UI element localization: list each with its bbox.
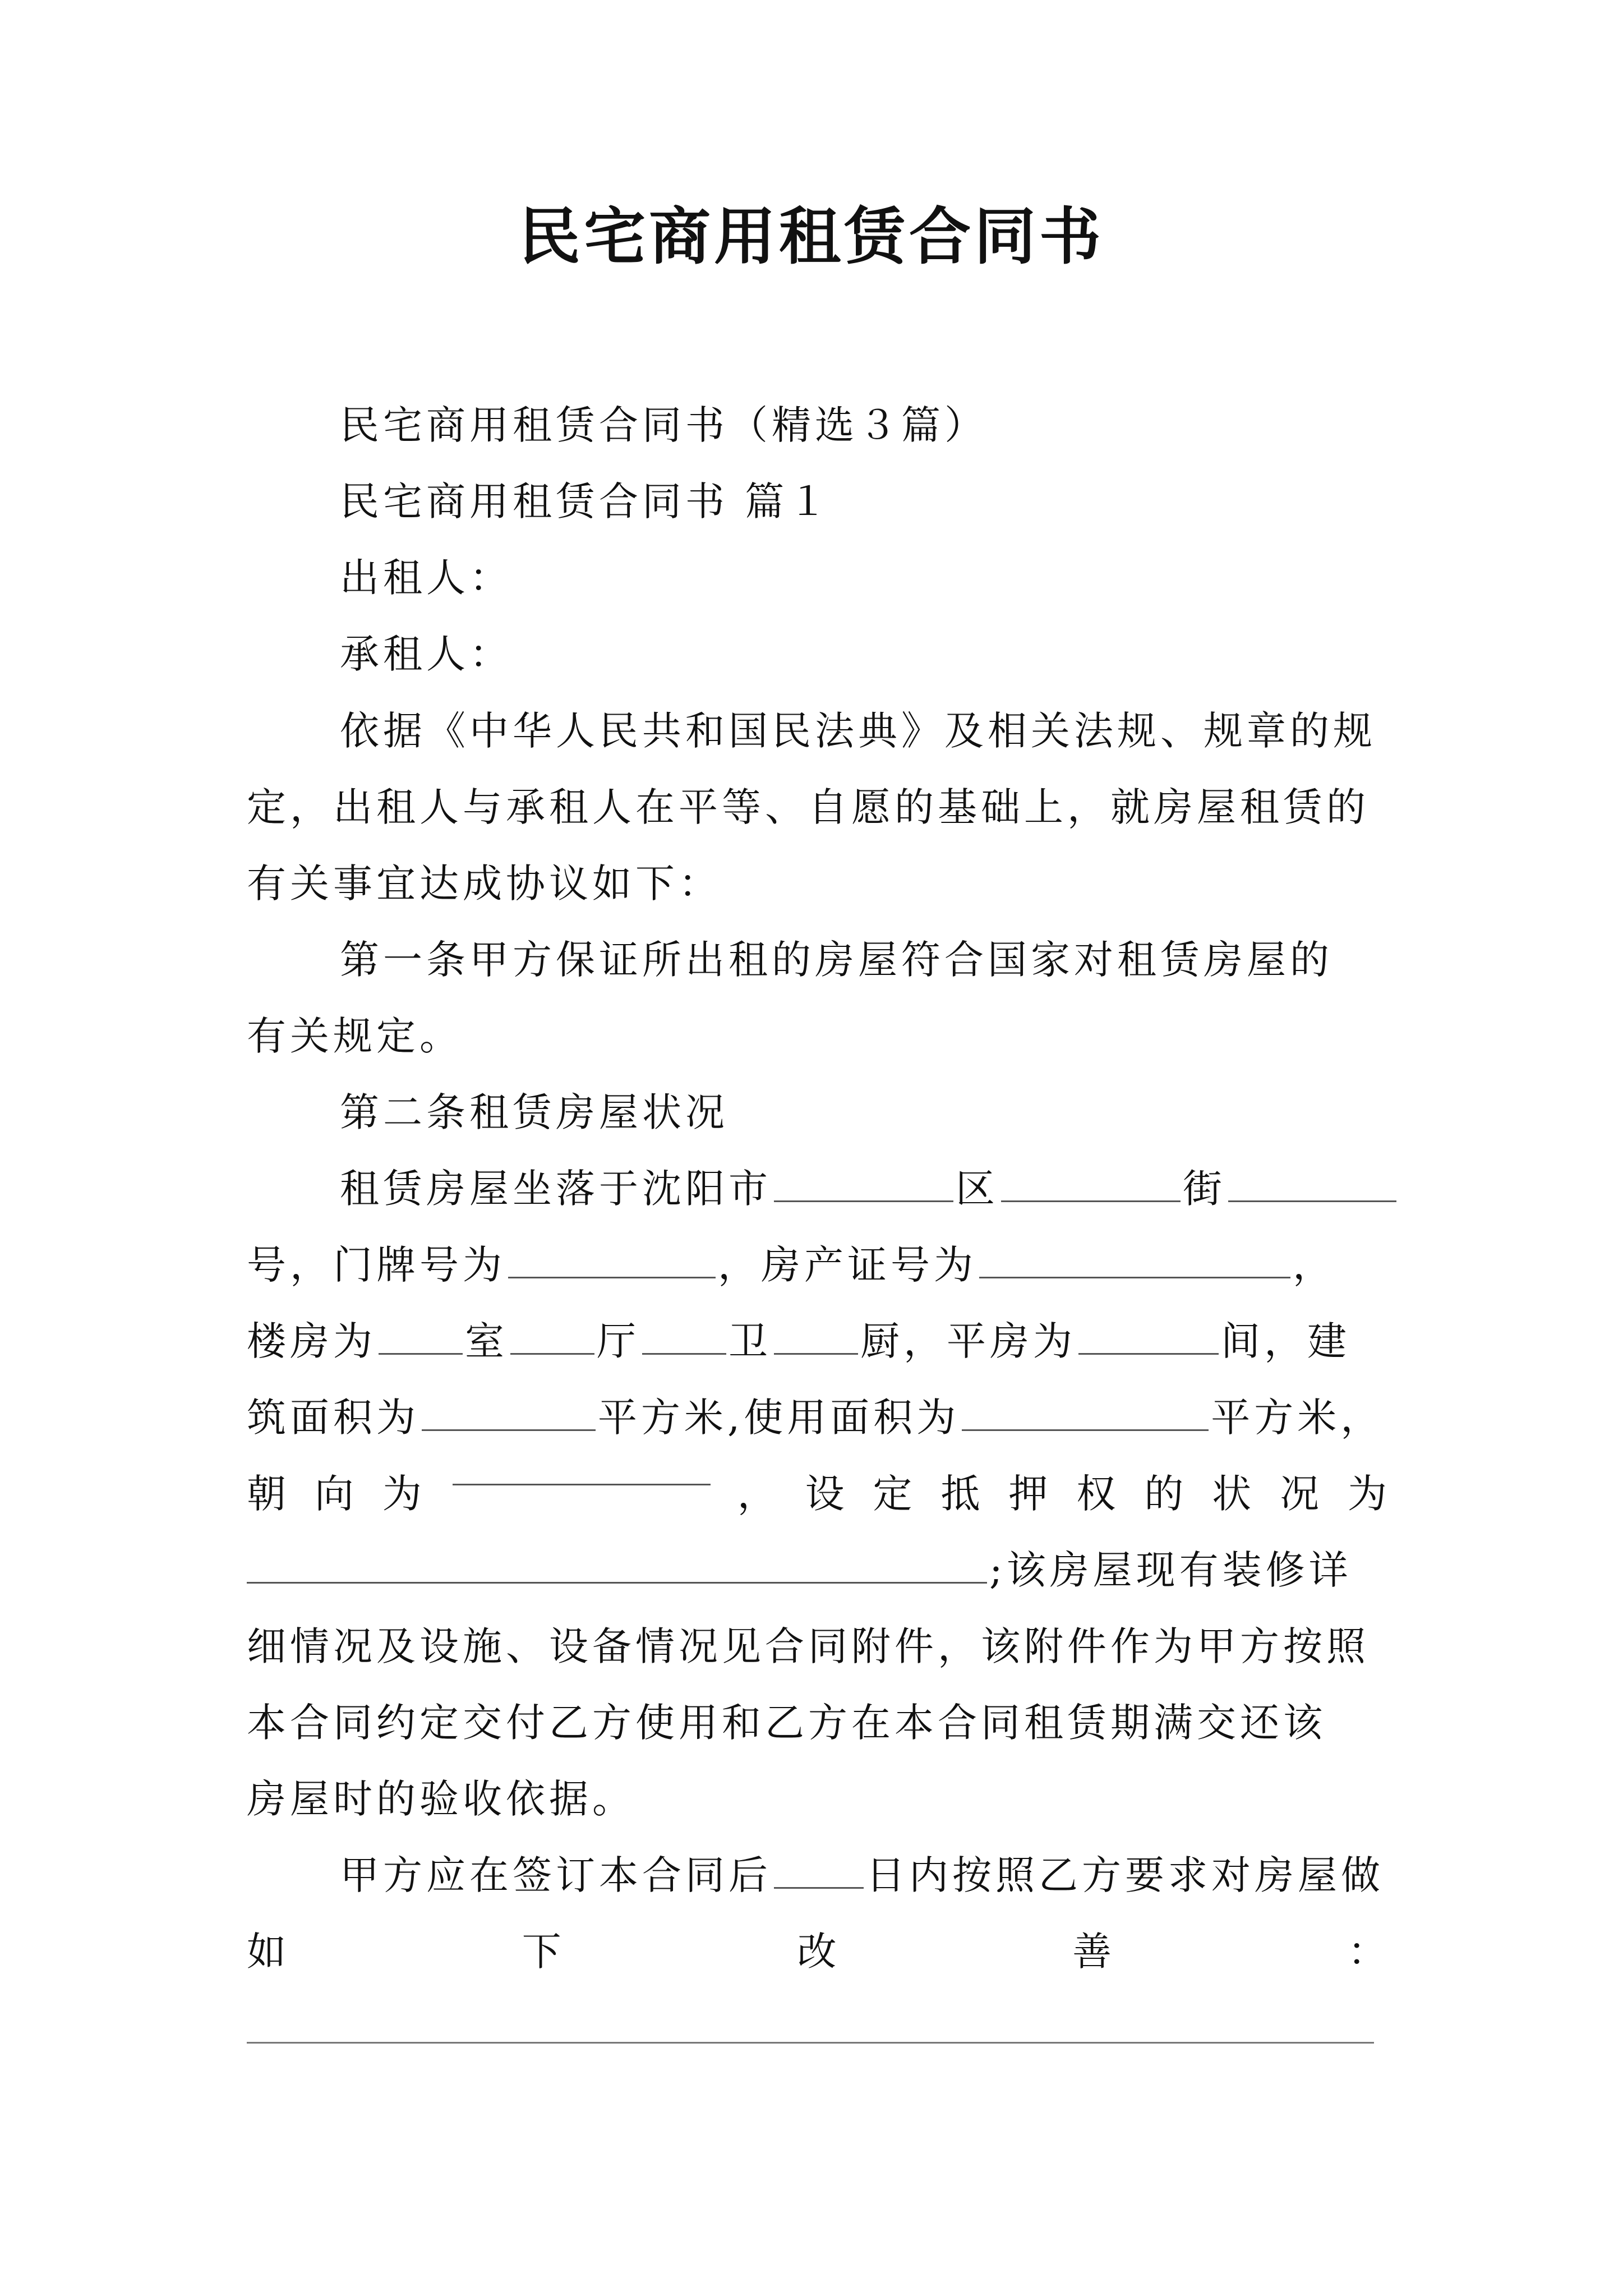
body-line-7: 细情况及设施、设备情况见合同附件，该附件作为甲方按照: [247, 1623, 1370, 1669]
char: 改: [797, 1929, 841, 1975]
char: 况: [1280, 1471, 1324, 1517]
number-blank[interactable]: [1228, 1172, 1396, 1202]
days-blank[interactable]: [774, 1859, 864, 1889]
char: 善: [1072, 1929, 1116, 1975]
char: ，: [737, 1471, 781, 1517]
article-2-title: 第二条租赁房屋状况: [340, 1089, 728, 1135]
char: 抵: [940, 1471, 984, 1517]
improvement-blank[interactable]: [247, 2042, 1374, 2044]
location-prefix: 租赁房屋坐落于沈阳市: [340, 1166, 772, 1212]
improvement-line: [340, 1837, 1394, 1914]
building-label: 楼房为: [247, 1318, 376, 1364]
bungalow-label: 间，建: [1221, 1318, 1350, 1364]
mortgage-blank[interactable]: [247, 1554, 987, 1584]
char: 为: [382, 1471, 426, 1517]
house-number-blank[interactable]: [508, 1249, 716, 1278]
hall-blank[interactable]: [510, 1325, 594, 1355]
street-label: 街: [1183, 1166, 1226, 1212]
orientation-line: [247, 1456, 1391, 1533]
property-cert-blank[interactable]: [979, 1249, 1290, 1278]
bungalow-blank[interactable]: [1078, 1325, 1219, 1355]
char: 向: [314, 1471, 358, 1517]
kitchen-blank[interactable]: [774, 1325, 858, 1355]
location-line: [340, 1151, 1394, 1227]
char: 状: [1212, 1471, 1256, 1517]
lessee-label: 承租人：: [340, 631, 513, 677]
char: 朝: [247, 1471, 290, 1517]
intro-line-3: 有关事宜达成协议如下：: [247, 861, 722, 907]
char: 设: [805, 1471, 849, 1517]
char: 定: [873, 1471, 916, 1517]
improvement-prefix: 甲方应在签订本合同后: [340, 1852, 772, 1898]
floor-area-label: 筑面积为: [247, 1395, 419, 1441]
bath-blank[interactable]: [642, 1325, 726, 1355]
article-1-line-2: 有关规定。: [247, 1013, 463, 1059]
floor-area-blank[interactable]: [422, 1401, 596, 1431]
char: ：: [1348, 1929, 1391, 1975]
bath-label: 卫: [728, 1318, 772, 1364]
comma: ，: [1293, 1242, 1336, 1288]
property-cert-label: ，房产证号为: [718, 1242, 977, 1288]
house-number-line: [247, 1227, 1391, 1304]
room-blank[interactable]: [379, 1325, 463, 1355]
decoration-text: ;该房屋现有装修详: [989, 1547, 1352, 1593]
rooms-line: [247, 1303, 1391, 1380]
char: 押: [1008, 1471, 1052, 1517]
room-label: 室: [465, 1318, 508, 1364]
intro-line-2: 定，出租人与承租人在平等、自愿的基础上，就房屋租赁的: [247, 784, 1370, 830]
body-line-9: 房屋时的验收依据。: [247, 1776, 635, 1822]
hall-label: 厅: [597, 1318, 640, 1364]
document-title: 民宅商用租赁合同书: [519, 200, 1104, 273]
intro-line-1: 依据《中华人民共和国民法典》及相关法规、规章的规: [340, 708, 1376, 754]
char: 的: [1144, 1471, 1188, 1517]
article-1-line-1: 第一条甲方保证所出租的房屋符合国家对租赁房屋的: [340, 937, 1333, 983]
kitchen-label: 厨，平房为: [860, 1318, 1076, 1364]
subtitle: 民宅商用租赁合同书（精选３篇）: [340, 402, 988, 448]
orientation-blank[interactable]: [453, 1456, 711, 1485]
district-label: 区: [956, 1166, 999, 1212]
house-number-label: 号，门牌号为: [247, 1242, 506, 1288]
usable-area-label: 平方米,使用面积为: [598, 1395, 960, 1441]
district-blank[interactable]: [774, 1172, 953, 1202]
char: 如: [247, 1929, 290, 1975]
usable-area-blank[interactable]: [962, 1401, 1209, 1431]
improvement-suffix: 日内按照乙方要求对房屋做: [866, 1852, 1384, 1898]
body-line-8: 本合同约定交付乙方使用和乙方在本合同租赁期满交还该: [247, 1700, 1326, 1746]
lessor-label: 出租人：: [340, 555, 513, 601]
char: 权: [1076, 1471, 1120, 1517]
area-line: [247, 1379, 1391, 1456]
street-blank[interactable]: [1001, 1172, 1181, 1202]
part-heading: 民宅商用租赁合同书 篇１: [340, 478, 832, 524]
mortgage-line: [247, 1532, 1391, 1609]
char: 为: [1347, 1471, 1391, 1517]
char: 下: [522, 1929, 565, 1975]
improvement-list-line: [247, 1913, 1391, 1990]
sqm-label: 平方米，: [1211, 1395, 1384, 1441]
